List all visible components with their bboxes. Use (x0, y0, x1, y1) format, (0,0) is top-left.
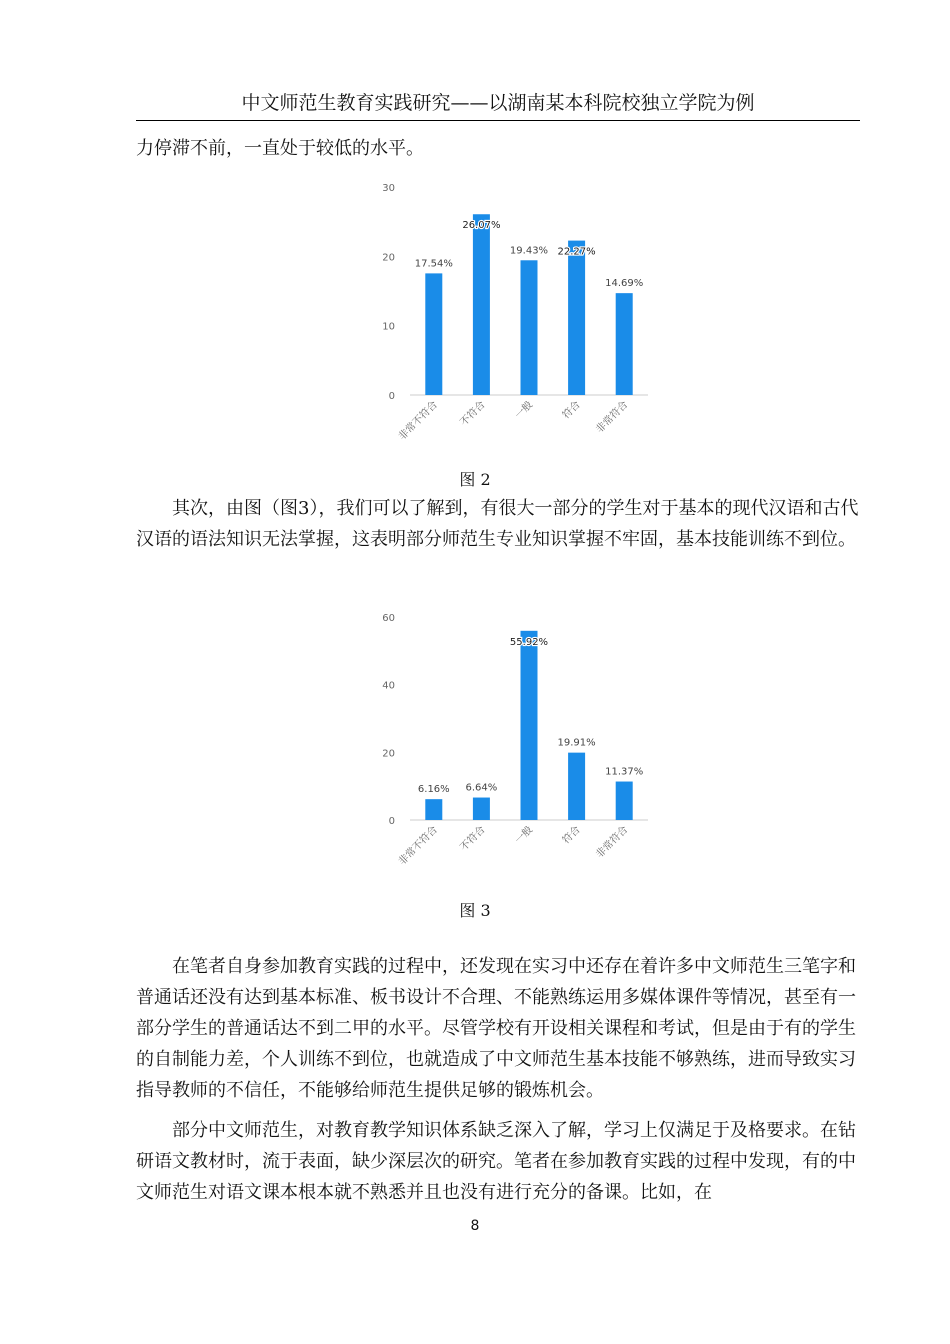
x-tick-label: 非常不符合 (396, 399, 440, 443)
y-tick-label: 20 (382, 252, 395, 264)
x-tick-label: 一般 (513, 824, 536, 847)
x-tick-label: 非常符合 (594, 399, 631, 436)
running-header: 中文师范生教育实践研究——以湖南某本科院校独立学院为例 (136, 88, 860, 121)
bar (473, 214, 490, 395)
bar-data-label: 17.54% (414, 258, 453, 270)
bar-chart-figure-3 (370, 606, 660, 891)
paragraph-fig3-discussion: 其次，由图（图3），我们可以了解到，有很大一部分的学生对于基本的现代汉语和古代汉语的语法知识无法掌握，这表明部分师范生专业知识掌握不牢固，基本技能训练不到位。 (136, 498, 859, 550)
paragraph-intro: 力停滞不前，一直处于较低的水平。 (136, 138, 424, 159)
chart-svg (370, 176, 660, 466)
bar (425, 799, 442, 820)
y-tick-label: 20 (382, 748, 395, 760)
bar-data-label: 19.43% (509, 245, 549, 257)
bar-data-label: 11.37% (605, 766, 644, 778)
bar (521, 631, 538, 820)
paragraph-knowledge-gaps: 部分中文师范生，对教育教学知识体系缺乏深入了解，学习上仅满足于及格要求。在钻研语文教材时，流于表面，缺少深层次的研究。笔者在参加教育实践的过程中发现，有的中文师范生对语文课本根本就不熟悉并且也没有进行充分的备课。比如，在 (136, 1120, 856, 1203)
y-tick-label: 0 (388, 816, 395, 827)
x-tick-label: 不符合 (458, 824, 488, 854)
page-number: 8 (470, 1218, 480, 1234)
bar-chart-figure-2 (370, 176, 660, 466)
bar-data-label: 26.07% (462, 220, 501, 232)
x-tick-label: 一般 (513, 399, 536, 422)
x-tick-label: 符合 (560, 824, 583, 847)
x-tick-label: 不符合 (458, 399, 488, 429)
x-tick-label: 非常符合 (594, 824, 631, 861)
figure-caption-2: 图 2 (459, 470, 491, 489)
y-tick-label: 40 (382, 680, 395, 692)
bar-data-label: 6.16% (417, 784, 450, 796)
bar-data-label: 19.91% (557, 737, 596, 749)
bar (473, 798, 490, 820)
x-tick-label: 符合 (560, 399, 583, 422)
paragraph-practice-issues: 在笔者自身参加教育实践的过程中，还发现在实习中还存在着许多中文师范生三笔字和普通话还没有达到基本标准、板书设计不合理、不能熟练运用多媒体课件等情况，甚至有一部分学生的普通话达不到二甲的水平。尽管学校有开设相关课程和考试，但是由于有的学生的自制能力差，个人训练不到位，也就造成了中文师范生基本技能不够熟练，进而导致实习指导教师的不信任，不能够给师范生提供足够的锻炼机会。 (136, 956, 856, 1101)
y-tick-label: 30 (382, 183, 395, 194)
y-tick-label: 10 (382, 321, 395, 333)
bar-data-label: 14.69% (605, 278, 644, 290)
x-tick-label: 非常不符合 (396, 824, 440, 868)
bar (568, 241, 585, 395)
bar (425, 273, 442, 395)
bar-data-label: 55.92% (509, 636, 549, 648)
bar-data-label: 6.64% (465, 782, 498, 794)
bar-data-label: 22.27% (557, 246, 596, 258)
y-tick-label: 60 (382, 613, 395, 624)
y-tick-label: 0 (388, 391, 395, 402)
bar (521, 260, 538, 395)
bar (568, 753, 585, 820)
bar (616, 782, 633, 820)
figure-caption-3: 图 3 (459, 901, 491, 920)
bar (616, 293, 633, 395)
chart-svg (370, 606, 660, 891)
